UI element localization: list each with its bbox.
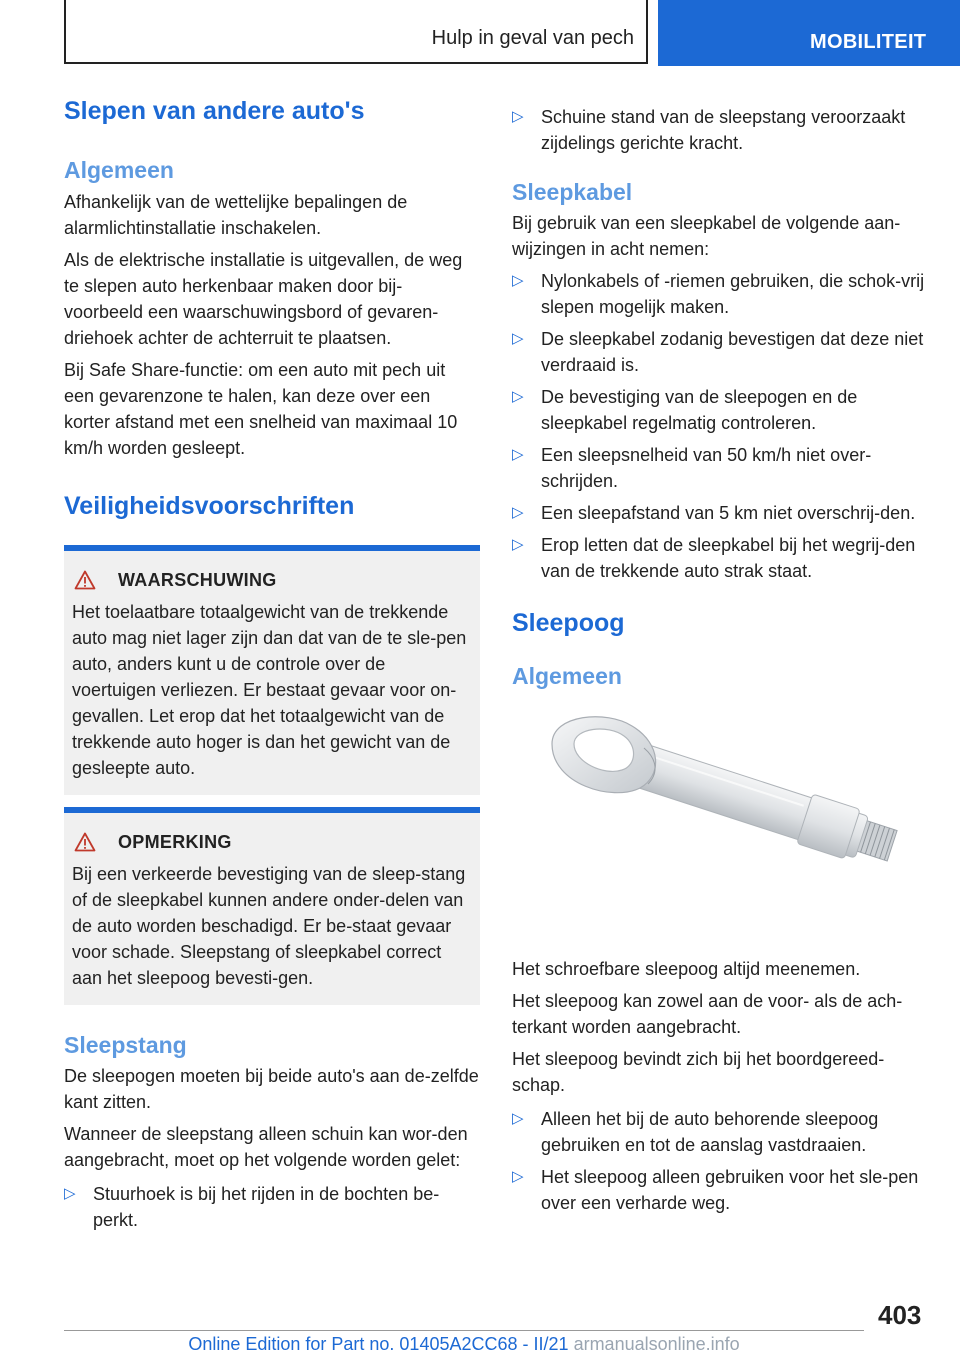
bullet-triangle-icon: ▷	[512, 1168, 524, 1185]
right-column	[512, 104, 930, 1222]
warning-box	[64, 545, 480, 795]
paragraph-sleepoog-voor-achter: Het sleepoog kan zowel aan de voor- als de ach-terkant worden aangebracht.	[512, 991, 903, 1037]
paragraph-elektrische-installatie: Als de elektrische installatie is uitgevallen, de weg te slepen auto herkenbaar maken door bij-voorbeeld een waarschuwingsbord of gevaren-driehoek achter de achterruit te plaatsen.	[64, 250, 463, 348]
bullet-triangle-icon: ▷	[512, 388, 524, 405]
towing-eye-illustration	[512, 704, 930, 944]
bullet-triangle-icon: ▷	[64, 1185, 76, 1202]
notice-box	[64, 807, 480, 1005]
bullet-triangle-icon: ▷	[512, 330, 524, 347]
section-title-veiligheidsvoorschriften: Veiligheidsvoorschriften	[64, 492, 355, 520]
paragraph-alarmlicht: Afhankelijk van de wettelijke bepalingen de alarmlichtinstallatie inschakelen.	[64, 192, 408, 238]
header-section-title: Hulp in geval van pech	[431, 27, 634, 49]
paragraph-sleepoog-meenemen: Het schroefbare sleepoog altijd meenemen.	[512, 959, 861, 979]
bullet-triangle-icon: ▷	[512, 446, 524, 463]
warning-triangle-icon	[74, 570, 96, 590]
paragraph-sleepogen-zelfde-kant: De sleepogen moeten bij beide auto's aan de-zelfde kant zitten.	[64, 1066, 479, 1112]
warning-header	[72, 565, 474, 595]
subheading-sleepstang: Sleepstang	[64, 1032, 187, 1058]
notice-triangle-icon	[74, 832, 96, 852]
list-item: ▷ Alleen het bij de auto behorende sleepoog gebruiken en tot de aanslag vastdraaien.	[512, 1106, 930, 1158]
sleepstang-bullet-list	[64, 1181, 480, 1233]
paragraph-sleepstang-schuin: Wanneer de sleepstang alleen schuin kan wor-den aangebracht, moet op het volgende worden gelet:	[64, 1124, 468, 1170]
footer-watermark: armanualsonline.info	[573, 1334, 740, 1354]
list-item: ▷ Het sleepoog alleen gebruiken voor het sle-pen over een verharde weg.	[512, 1164, 930, 1216]
header-tab-label: MOBILITEIT	[810, 31, 927, 53]
notice-text: Bij een verkeerde bevestiging van de sleep-stang of de sleepkabel kunnen andere onder-delen van de auto worden beschadigd. Er be-staat gevaar voor schade. Sleepstang of sleepkabel correct aan het sleepoog bevesti-gen.	[72, 864, 466, 988]
paragraph-safe-share: Bij Safe Share-functie: om een auto mit pech uit een gevarenzone te halen, kan deze over een korter afstand met een snelheid van maximaal 10 km/h worden gesleept.	[64, 360, 458, 458]
bullet-triangle-icon: ▷	[512, 108, 524, 125]
section-title-sleepoog: Sleepoog	[512, 609, 625, 637]
notice-label: OPMERKING	[118, 831, 232, 852]
subheading-sleepoog-algemeen: Algemeen	[512, 663, 622, 689]
left-column	[64, 96, 480, 1239]
sleepkabel-bullet-list	[512, 268, 930, 584]
paragraph-sleepoog-boordgereedschap: Het sleepoog bevindt zich bij het boordgereed-schap.	[512, 1049, 885, 1095]
header-tab-mobiliteit[interactable]	[658, 0, 960, 66]
list-item: ▷ De sleepkabel zodanig bevestigen dat deze niet verdraaid is.	[512, 326, 930, 378]
header-section-frame	[64, 0, 648, 64]
section-title-slepen: Slepen van andere auto's	[64, 97, 365, 125]
list-item: ▷ Erop letten dat de sleepkabel bij het wegrij-den van de trekkende auto strak staat.	[512, 532, 930, 584]
page-number: 403	[878, 1300, 922, 1330]
list-item: ▷ Een sleepsnelheid van 50 km/h niet over-schrijden.	[512, 442, 930, 494]
bullet-triangle-icon: ▷	[512, 272, 524, 289]
warning-label: WAARSCHUWING	[118, 569, 277, 590]
subheading-algemeen: Algemeen	[64, 157, 174, 183]
list-item: ▷ De bevestiging van de sleepogen en de sleepkabel regelmatig controleren.	[512, 384, 930, 436]
footer-divider	[64, 1330, 864, 1331]
list-item: ▷ Nylonkabels of -riemen gebruiken, die schok-vrij slepen mogelijk maken.	[512, 268, 930, 320]
footer-edition	[64, 1334, 864, 1355]
paragraph-sleepkabel-aanwijzingen: Bij gebruik van een sleepkabel de volgende aan-wijzingen in acht nemen:	[512, 213, 901, 259]
footer-edition-text: Online Edition for Part no. 01405A2CC68 - II/21	[188, 1334, 569, 1354]
warning-text: Het toelaatbare totaalgewicht van de trekkende auto mag niet lager zijn dan dat van de te sle-pen auto, anders kunt u de controle over de voertuigen verliezen. Er bestaat gevaar voor on-gevallen. Let erop dat het totaalgewicht van de trekkende auto hoger is dan het gewicht van de gesleepte auto.	[72, 602, 467, 778]
bullet-triangle-icon: ▷	[512, 1110, 524, 1127]
bullet-triangle-icon: ▷	[512, 536, 524, 553]
list-item: ▷ Schuine stand van de sleepstang veroorzaakt zijdelings gerichte kracht.	[512, 104, 930, 156]
towing-eye-image	[512, 704, 930, 944]
subheading-sleepkabel: Sleepkabel	[512, 179, 633, 205]
bullet-triangle-icon: ▷	[512, 504, 524, 521]
sleepoog-bullet-list	[512, 1106, 930, 1216]
list-item: ▷ Een sleepafstand van 5 km niet overschrij-den.	[512, 500, 930, 526]
notice-header	[72, 827, 474, 857]
list-item: ▷ Stuurhoek is bij het rijden in de bochten be-perkt.	[64, 1181, 480, 1233]
sleepstang-continued-bullet-list	[512, 104, 930, 156]
